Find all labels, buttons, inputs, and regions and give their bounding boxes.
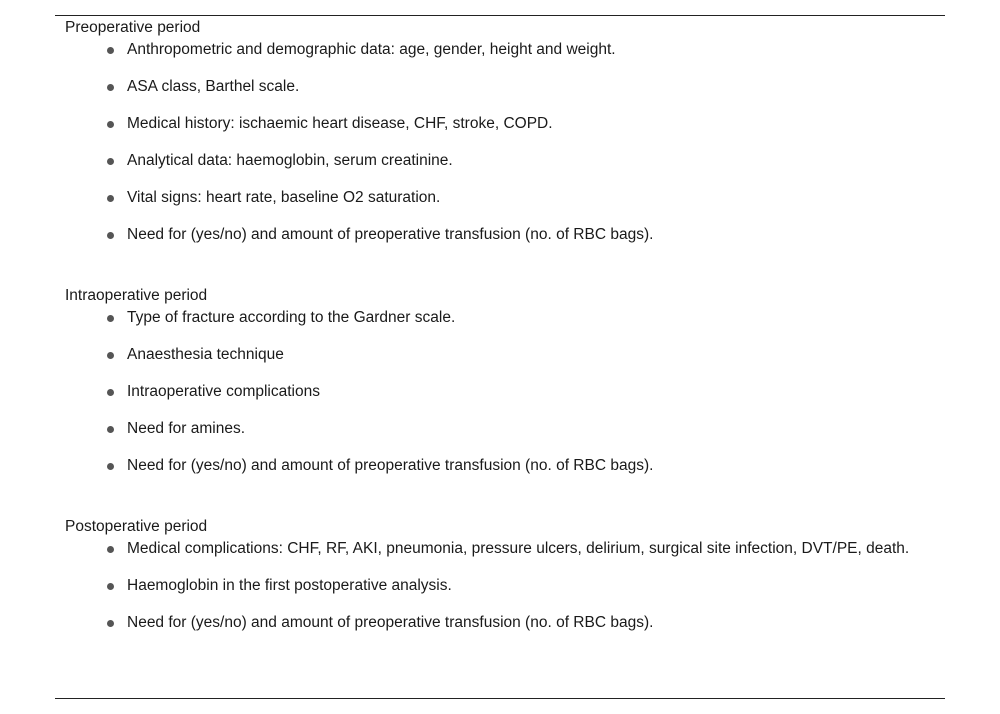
- bullet-icon: [107, 389, 114, 396]
- list-item-text: Haemoglobin in the first postoperative analysis.: [127, 577, 452, 594]
- list-item: [65, 418, 915, 439]
- bullet-icon: [107, 620, 114, 627]
- list-item-text: Medical complications: CHF, RF, AKI, pneumonia, pressure ulcers, delirium, surgical site infection, DVT/PE, death.: [127, 540, 910, 557]
- bullet-icon: [107, 463, 114, 470]
- list-item-text: Need for amines.: [127, 420, 246, 437]
- bullet-icon: [107, 158, 114, 165]
- list-item-text: Anthropometric and demographic data: age, gender, height and weight.: [127, 41, 616, 58]
- bullet-icon: [107, 84, 114, 91]
- list-item-text: Anaesthesia technique: [127, 346, 284, 363]
- bullet-icon: [107, 315, 114, 322]
- list-item-text: ASA class, Barthel scale.: [127, 78, 300, 95]
- item-list: [65, 307, 915, 476]
- bullet-icon: [107, 47, 114, 54]
- section-intraoperative: [65, 286, 915, 492]
- bullet-icon: [107, 195, 114, 202]
- list-item: [65, 187, 915, 208]
- list-item: [65, 39, 915, 60]
- list-item-text: Need for (yes/no) and amount of preoperative transfusion (no. of RBC bags).: [127, 226, 654, 243]
- bullet-icon: [107, 232, 114, 239]
- list-item: [65, 344, 915, 365]
- bullet-icon: [107, 583, 114, 590]
- list-item-text: Need for (yes/no) and amount of preoperative transfusion (no. of RBC bags).: [127, 457, 654, 474]
- list-item-text: Need for (yes/no) and amount of preoperative transfusion (no. of RBC bags).: [127, 614, 654, 631]
- section-title: Intraoperative period: [65, 287, 208, 304]
- section-postoperative: [65, 517, 915, 649]
- item-list: [65, 39, 915, 245]
- bottom-rule: [55, 698, 945, 699]
- list-item: [65, 455, 915, 476]
- item-list: [65, 538, 915, 633]
- section-preoperative: [65, 18, 915, 261]
- list-item: [65, 538, 915, 559]
- bullet-icon: [107, 121, 114, 128]
- top-rule: [55, 15, 945, 16]
- list-item: [65, 307, 915, 328]
- list-item-text: Medical history: ischaemic heart disease, CHF, stroke, COPD.: [127, 115, 553, 132]
- list-item-text: Intraoperative complications: [127, 383, 320, 400]
- list-item: [65, 76, 915, 97]
- list-item: [65, 575, 915, 596]
- list-item: [65, 224, 915, 245]
- list-item: [65, 612, 915, 633]
- list-item-text: Type of fracture according to the Gardner scale.: [127, 309, 456, 326]
- list-item-text: Analytical data: haemoglobin, serum creatinine.: [127, 152, 453, 169]
- list-item: [65, 381, 915, 402]
- bullet-icon: [107, 546, 114, 553]
- list-item: [65, 113, 915, 134]
- list-item-text: Vital signs: heart rate, baseline O2 saturation.: [127, 189, 441, 206]
- section-title: Preoperative period: [65, 19, 201, 36]
- bullet-icon: [107, 352, 114, 359]
- list-item: [65, 150, 915, 171]
- section-title: Postoperative period: [65, 518, 208, 535]
- bullet-icon: [107, 426, 114, 433]
